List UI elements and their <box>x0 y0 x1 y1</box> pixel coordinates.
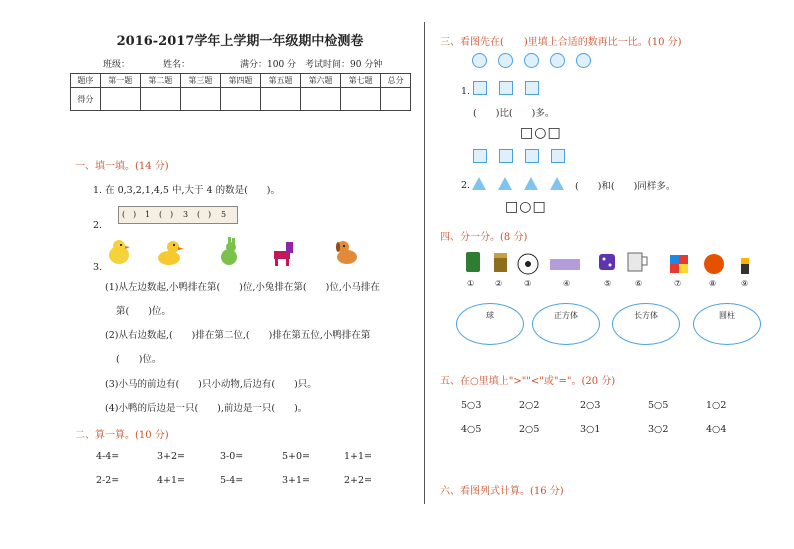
ruler-mark: ( <box>159 210 163 219</box>
s1-line-3: (2)从右边数起,( )排在第二位,( )排在第五位,小鸭排在第 <box>105 330 371 341</box>
compare-item: 3○2 <box>648 424 669 435</box>
score-header: 第四题 <box>220 74 260 88</box>
s1-line-1: (1)从左边数起,小鸭排在第( )位,小兔排在第( )位,小马排在 <box>105 282 380 293</box>
section-6-title: 六、看图列式计算。(16 分) <box>440 486 564 497</box>
score-cell[interactable] <box>220 88 260 111</box>
soccer-ball-image <box>517 252 539 276</box>
score-header: 总分 <box>381 74 411 88</box>
ruler-number-line <box>118 206 238 224</box>
group-ellipse-cuboid[interactable]: 长方体 <box>612 303 680 345</box>
square-shape <box>473 149 487 163</box>
ruler-mark: 5 <box>221 210 227 219</box>
circle-shape <box>550 53 565 68</box>
pencil-box-image <box>548 252 582 276</box>
score-cell[interactable] <box>381 88 411 111</box>
calc-item: 1+1= <box>344 451 373 462</box>
horse-image <box>268 237 298 267</box>
compare-item: 5○5 <box>648 400 669 411</box>
dice-image <box>596 250 618 274</box>
score-header: 第二题 <box>140 74 180 88</box>
score-header: 题序 <box>71 74 101 88</box>
compare-boxes: □○□ <box>520 125 562 141</box>
ruler-mark: 1 <box>145 210 151 219</box>
circle-shape <box>498 53 513 68</box>
score-cell[interactable] <box>100 88 140 111</box>
battery-image <box>738 254 752 278</box>
box-image <box>490 250 512 274</box>
score-cell[interactable] <box>301 88 341 111</box>
s1-q2-label: 2. <box>93 220 103 231</box>
calc-item: 4+1= <box>157 475 186 486</box>
ruler-mark: ( <box>197 210 201 219</box>
section-5-title: 五、在○里填上">""<"或"="。(20 分) <box>440 376 616 387</box>
compare-item: 2○3 <box>580 400 601 411</box>
basketball-image <box>703 252 725 276</box>
section-4-title: 四、分一分。(8 分) <box>440 232 528 243</box>
item-number: ③ <box>524 279 532 288</box>
chick-image <box>104 237 134 267</box>
s1-q3-label: 3. <box>93 262 103 273</box>
rubik-cube-image <box>668 252 690 276</box>
exam-time: 考试时间：90 分钟 <box>305 60 383 70</box>
score-header: 第五题 <box>260 74 300 88</box>
item-number: ⑤ <box>604 279 612 288</box>
s3-q2-label: 2. <box>461 180 471 191</box>
full-score: 满分：100 分 <box>240 60 297 70</box>
compare-item: 2○2 <box>519 400 540 411</box>
duckling-image <box>155 237 185 267</box>
ruler-mark: ) <box>170 210 174 219</box>
section-3-title: 三、看图先在( )里填上合适的数再比一比。(10 分) <box>440 37 682 48</box>
rabbit-image <box>215 237 245 267</box>
ruler-mark: 3 <box>183 210 189 219</box>
circle-shape <box>472 53 487 68</box>
compare-item: 1○2 <box>706 400 727 411</box>
calc-item: 2+2= <box>344 475 373 486</box>
score-header: 第七题 <box>341 74 381 88</box>
mug-image <box>625 250 651 274</box>
can-image <box>462 250 484 274</box>
ruler-mark: ( <box>122 210 126 219</box>
compare-item: 3○1 <box>580 424 601 435</box>
column-divider <box>424 22 425 504</box>
s1-line-4: ( )位。 <box>116 354 162 365</box>
score-header: 第一题 <box>100 74 140 88</box>
s3-q2-text: ( )和( )同样多。 <box>575 181 676 192</box>
calc-item: 5+0= <box>282 451 311 462</box>
s1-line-5: (3)小马的前边有( )只小动物,后边有( )只。 <box>105 379 317 390</box>
score-header: 第六题 <box>301 74 341 88</box>
group-ellipse-cylinder[interactable]: 圆柱 <box>693 303 761 345</box>
item-number: ④ <box>563 279 571 288</box>
calc-item: 4-4= <box>96 451 120 462</box>
ruler-mark: ) <box>208 210 212 219</box>
square-shape <box>499 81 513 95</box>
ruler-mark: ) <box>133 210 137 219</box>
item-number: ⑦ <box>674 279 682 288</box>
name-label: 姓名： <box>163 60 191 70</box>
square-shape <box>525 149 539 163</box>
calc-item: 3+2= <box>157 451 186 462</box>
page-title: 2016-2017学年上学期一年级期中检测卷 <box>116 34 364 49</box>
section-1-title: 一、填一填。(14 分) <box>75 161 169 172</box>
triangle-shape <box>472 177 486 190</box>
s1-q1: 1. 在 0,3,2,1,4,5 中,大于 4 的数是( )。 <box>93 185 281 196</box>
compare-item: 2○5 <box>519 424 540 435</box>
score-cell[interactable] <box>180 88 220 111</box>
puppy-image <box>332 237 362 267</box>
score-cell[interactable] <box>140 88 180 111</box>
score-row-label: 得分 <box>71 88 101 111</box>
calc-item: 3+1= <box>282 475 311 486</box>
group-ellipse-cube[interactable]: 正方体 <box>532 303 600 345</box>
calc-item: 5-4= <box>220 475 244 486</box>
s1-line-2: 第( )位。 <box>116 306 171 317</box>
score-cell[interactable] <box>341 88 381 111</box>
triangle-shape <box>524 177 538 190</box>
compare-item: 5○3 <box>461 400 482 411</box>
compare-item: 4○5 <box>461 424 482 435</box>
s3-q1-text: ( )比( )多。 <box>473 108 555 119</box>
square-shape <box>551 149 565 163</box>
item-number: ② <box>495 279 503 288</box>
square-shape <box>473 81 487 95</box>
compare-item: 4○4 <box>706 424 727 435</box>
class-label: 班级： <box>103 60 131 70</box>
circle-shape <box>576 53 591 68</box>
square-shape <box>499 149 513 163</box>
group-ellipse-ball[interactable]: 球 <box>456 303 524 345</box>
calc-item: 3-0= <box>220 451 244 462</box>
s3-q1-label: 1. <box>461 86 471 97</box>
triangle-shape <box>498 177 512 190</box>
item-number: ① <box>467 279 475 288</box>
score-table <box>70 73 411 111</box>
item-number: ⑨ <box>741 279 749 288</box>
compare-boxes: □○□ <box>505 199 547 215</box>
score-cell[interactable] <box>260 88 300 111</box>
item-number: ⑥ <box>635 279 643 288</box>
triangle-shape <box>550 177 564 190</box>
circle-shape <box>524 53 539 68</box>
square-shape <box>525 81 539 95</box>
section-2-title: 二、算一算。(10 分) <box>75 430 169 441</box>
score-header: 第三题 <box>180 74 220 88</box>
calc-item: 2-2= <box>96 475 120 486</box>
item-number: ⑧ <box>709 279 717 288</box>
s1-line-6: (4)小鸭的后边是一只( ),前边是一只( )。 <box>105 403 308 414</box>
